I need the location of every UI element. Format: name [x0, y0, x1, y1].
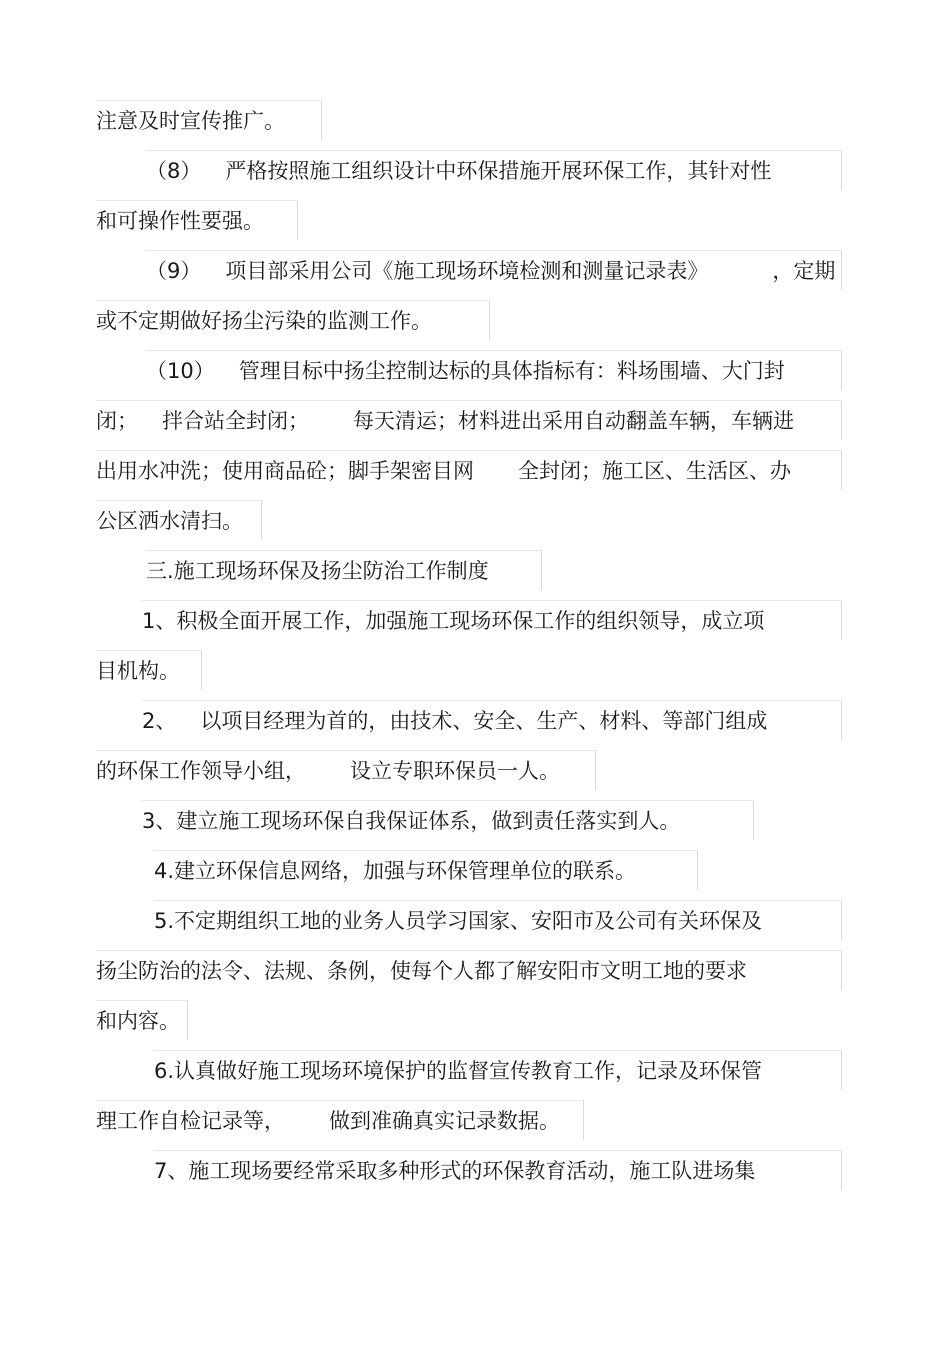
line-text: 目机构。 — [96, 659, 180, 683]
text-line-17 — [154, 900, 842, 940]
section-heading — [146, 550, 542, 590]
text-line-5 — [96, 300, 490, 340]
line-text: 注意及时宣传推广。 — [96, 109, 285, 133]
line-text: 1、积极全面开展工作，加强施工现场环保工作的组织领导，成立项 — [142, 609, 765, 633]
item-number: 2、 — [142, 709, 177, 733]
line-text: 做到准确真实记录数据。 — [329, 1109, 560, 1133]
line-text: 6.认真做好施工现场环境保护的监督宣传教育工作，记录及环保管 — [154, 1059, 763, 1083]
line-text: 扬尘防治的法令、法规、条例，使每个人都了解安阳市文明工地的要求 — [96, 959, 747, 983]
text-line-1 — [96, 100, 322, 140]
text-line-22 — [154, 1150, 842, 1190]
line-text: 和可操作性要强。 — [96, 209, 264, 233]
text-line-2 — [146, 150, 842, 190]
text-line-21 — [96, 1100, 584, 1140]
line-text: 项目部采用公司《施工现场环境检测和测量记录表》 — [225, 259, 709, 283]
text-line-3 — [96, 200, 298, 240]
line-text: 或不定期做好扬尘污染的监测工作。 — [96, 309, 432, 333]
line-text: 公区洒水清扫。 — [96, 509, 243, 533]
text-line-19 — [96, 1000, 188, 1040]
line-text: ，定期 — [772, 259, 836, 283]
text-line-6 — [146, 350, 842, 390]
heading-text: 三.施工现场环保及扬尘防治工作制度 — [146, 559, 489, 583]
line-text: 每天清运；材料进出采用自动翻盖车辆，车辆进 — [353, 409, 794, 433]
text-line-11 — [142, 600, 842, 640]
line-text: 出用水冲洗；使用商品砼；脚手架密目网 — [96, 459, 474, 483]
line-text: 设立专职环保员一人。 — [350, 759, 560, 783]
text-line-7 — [96, 400, 842, 440]
line-text: 和内容。 — [96, 1009, 180, 1033]
line-text: 严格按照施工组织设计中环保措施开展环保工作，其针对性 — [225, 159, 772, 183]
text-line-16 — [154, 850, 698, 890]
item-number: （9） — [146, 259, 202, 283]
text-line-15 — [142, 800, 754, 840]
line-text: 7、施工现场要经常采取多种形式的环保教育活动，施工队进场集 — [154, 1159, 756, 1183]
text-line-12 — [96, 650, 202, 690]
item-number: （10） — [146, 359, 215, 383]
line-text: 拌合站全封闭； — [162, 409, 309, 433]
line-text: 4.建立环保信息网络，加强与环保管理单位的联系。 — [154, 859, 637, 883]
text-line-9 — [96, 500, 262, 540]
line-text: 全封闭；施工区、生活区、办 — [518, 459, 791, 483]
text-line-14 — [96, 750, 596, 790]
text-line-18 — [96, 950, 842, 990]
line-text: 闭； — [96, 409, 138, 433]
item-number: （8） — [146, 159, 202, 183]
line-text: 理工作自检记录等， — [96, 1109, 285, 1133]
text-line-8 — [96, 450, 842, 490]
text-line-4 — [146, 250, 842, 290]
line-text: 5.不定期组织工地的业务人员学习国家、安阳市及公司有关环保及 — [154, 909, 763, 933]
line-text: 管理目标中扬尘控制达标的具体指标有：料场围墙、大门封 — [238, 359, 785, 383]
line-text: 的环保工作领导小组， — [96, 759, 306, 783]
line-text: 以项目经理为首的，由技术、安全、生产、材料、等部门组成 — [200, 709, 768, 733]
line-text: 3、建立施工现场环保自我保证体系，做到责任落实到人。 — [142, 809, 681, 833]
text-line-13 — [142, 700, 842, 740]
text-line-20 — [154, 1050, 842, 1090]
